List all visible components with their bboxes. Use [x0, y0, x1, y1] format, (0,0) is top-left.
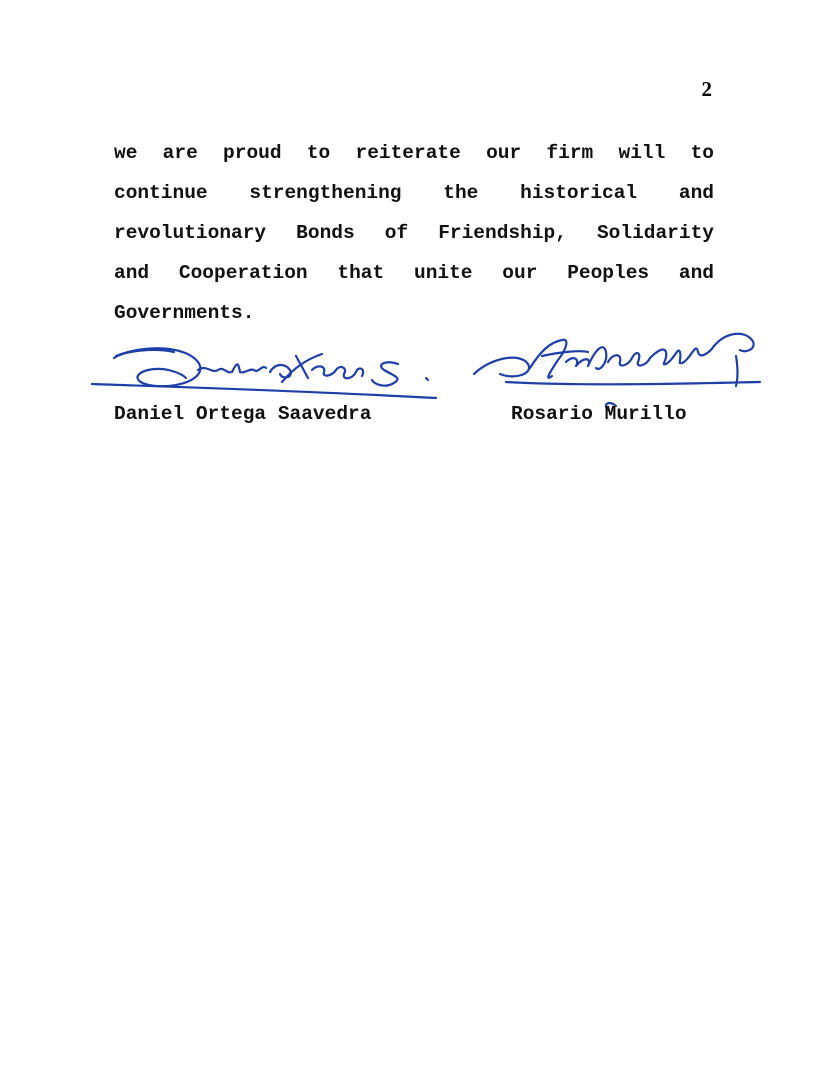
signatory-name-ortega: Daniel Ortega Saavedra — [114, 403, 372, 425]
ortega-signature-icon — [86, 334, 446, 404]
signatory-name-murillo: Rosario Murillo — [511, 403, 687, 425]
body-line: we are proud to reiterate our firm will to — [114, 142, 714, 164]
body-line: Governments. — [114, 302, 255, 324]
murillo-signature-icon — [470, 312, 770, 412]
body-line: continue strengthening the historical and — [114, 182, 714, 204]
body-line: revolutionary Bonds of Friendship, Solidarity — [114, 222, 714, 244]
body-line: and Cooperation that unite our Peoples and — [114, 262, 714, 284]
page-number: 2 — [701, 77, 712, 101]
letter-body — [114, 133, 714, 333]
